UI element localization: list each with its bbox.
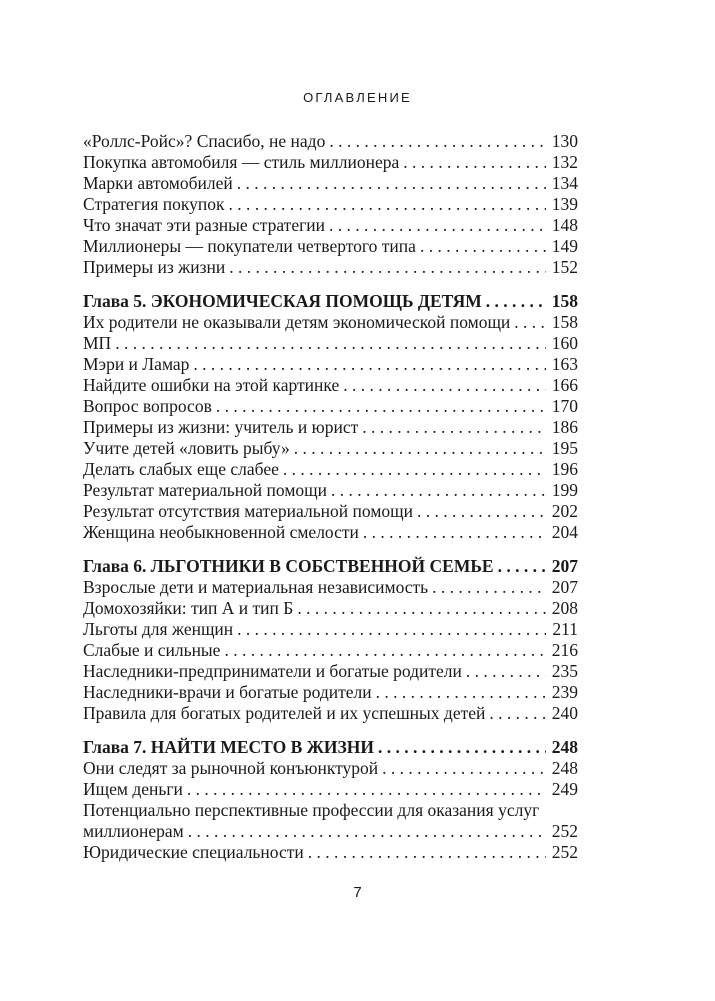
dot-leader [343, 375, 546, 396]
entry-page: 207 [551, 556, 578, 576]
entry-title: Учите детей «ловить рыбу» [83, 438, 290, 458]
entry-title: Домохозяйки: тип А и тип Б [83, 598, 294, 618]
toc-chapter[interactable] [83, 291, 578, 312]
entry-page: 239 [551, 682, 578, 702]
entry-title: Правила для богатых родителей и их успешных детей [83, 703, 486, 723]
entry-title: Вопрос вопросов [83, 396, 212, 416]
toc-entry[interactable] [83, 131, 578, 152]
toc-entry[interactable] [83, 842, 578, 863]
toc-entry[interactable] [83, 438, 578, 459]
dot-leader [115, 333, 546, 354]
dot-leader [403, 152, 546, 173]
dot-leader [224, 640, 545, 661]
entry-title: Глава 7. НАЙТИ МЕСТО В ЖИЗНИ [83, 737, 375, 757]
toc-entry[interactable] [83, 619, 578, 640]
entry-page: 211 [552, 619, 578, 639]
dot-leader [193, 354, 545, 375]
entry-page: 196 [551, 459, 578, 479]
entry-page: 160 [551, 333, 578, 353]
entry-page: 170 [551, 396, 578, 416]
toc-entry[interactable] [83, 333, 578, 354]
entry-title: Стратегия покупок [83, 194, 225, 214]
toc-entry[interactable] [83, 312, 578, 333]
table-of-contents [83, 131, 578, 863]
toc-entry[interactable] [83, 501, 578, 522]
entry-title: Взрослые дети и материальная независимость [83, 577, 429, 597]
toc-entry-continuation[interactable] [83, 821, 578, 842]
entry-page: 139 [551, 194, 578, 214]
entry-title: Примеры из жизни: учитель и юрист [83, 417, 359, 437]
toc-entry[interactable] [83, 779, 578, 800]
entry-page: 158 [551, 291, 578, 311]
entry-page: 149 [551, 236, 578, 256]
toc-entry[interactable] [83, 459, 578, 480]
dot-leader [417, 501, 546, 522]
dot-leader [329, 131, 545, 152]
entry-title: Потенциально перспективные профессии для оказания услуг [83, 800, 540, 820]
dot-leader [432, 577, 546, 598]
dot-leader [229, 257, 546, 278]
entry-page: 252 [551, 842, 578, 862]
entry-page: 202 [551, 501, 578, 521]
dot-leader [486, 291, 546, 312]
entry-title: МП [83, 333, 112, 353]
entry-title: Марки автомобилей [83, 173, 233, 193]
toc-entry[interactable] [83, 173, 578, 194]
entry-page: 248 [551, 737, 578, 757]
toc-entry[interactable] [83, 800, 578, 821]
entry-title: Мэри и Ламар [83, 354, 190, 374]
toc-entry[interactable] [83, 236, 578, 257]
entry-title: Глава 6. ЛЬГОТНИКИ В СОБСТВЕННОЙ СЕМЬЕ [83, 556, 494, 576]
entry-page: 132 [551, 152, 578, 172]
entry-title: Ищем деньги [83, 779, 183, 799]
dot-leader [382, 758, 546, 779]
entry-title: «Роллс-Ройс»? Спасибо, не надо [83, 131, 326, 151]
toc-entry[interactable] [83, 194, 578, 215]
entry-page: 148 [551, 215, 578, 235]
dot-leader [297, 598, 545, 619]
dot-leader [362, 417, 546, 438]
toc-entry[interactable] [83, 577, 578, 598]
dot-leader [294, 438, 546, 459]
entry-page: 207 [551, 577, 578, 597]
entry-page: 166 [551, 375, 578, 395]
entry-page: 216 [551, 640, 578, 660]
toc-entry[interactable] [83, 598, 578, 619]
dot-leader [237, 173, 546, 194]
toc-entry[interactable] [83, 396, 578, 417]
dot-leader [329, 215, 546, 236]
toc-entry[interactable] [83, 257, 578, 278]
dot-leader [363, 522, 546, 543]
toc-entry[interactable] [83, 215, 578, 236]
entry-title: Юридические специальности [83, 842, 304, 862]
entry-title: Что значат эти разные стратегии [83, 215, 326, 235]
dot-leader [376, 682, 546, 703]
dot-leader [216, 396, 546, 417]
entry-title: Покупка автомобиля — стиль миллионера [83, 152, 400, 172]
entry-title: Их родители не оказывали детям экономической помощи [83, 312, 511, 332]
toc-entry[interactable] [83, 152, 578, 173]
dot-leader [498, 556, 546, 577]
toc-entry[interactable] [83, 703, 578, 724]
entry-page: 252 [551, 821, 578, 841]
entry-page: 152 [551, 257, 578, 277]
toc-entry[interactable] [83, 661, 578, 682]
entry-page: 249 [551, 779, 578, 799]
entry-title: Женщина необыкновенной смелости [83, 522, 359, 542]
entry-title: Они следят за рыночной конъюнктурой [83, 758, 379, 778]
entry-page: 163 [551, 354, 578, 374]
entry-title: Наследники-врачи и богатые родители [83, 682, 372, 702]
dot-leader [283, 459, 546, 480]
entry-page: 195 [551, 438, 578, 458]
entry-title: Глава 5. ЭКОНОМИЧЕСКАЯ ПОМОЩЬ ДЕТЯМ [83, 291, 482, 311]
entry-page: 199 [551, 480, 578, 500]
toc-entry[interactable] [83, 480, 578, 501]
entry-page: 204 [551, 522, 578, 542]
entry-page: 130 [551, 131, 578, 151]
dot-leader [188, 821, 546, 842]
entry-page: 235 [551, 661, 578, 681]
section-header: ОГЛАВЛЕНИЕ [303, 90, 412, 105]
entry-title: Примеры из жизни [83, 257, 226, 277]
entry-page: 248 [551, 758, 578, 778]
toc-chapter[interactable] [83, 556, 578, 577]
toc-chapter[interactable] [83, 737, 578, 758]
dot-leader [378, 737, 546, 758]
toc-entry[interactable] [83, 522, 578, 543]
entry-page: 158 [551, 312, 578, 332]
toc-entry[interactable] [83, 682, 578, 703]
entry-title: Льготы для женщин [83, 619, 234, 639]
dot-leader [308, 842, 546, 863]
dot-leader [237, 619, 546, 640]
entry-title: Наследники-предприниматели и богатые родители [83, 661, 462, 681]
toc-entry[interactable] [83, 640, 578, 661]
entry-title: Результат материальной помощи [83, 480, 327, 500]
entry-title-continuation: миллионерам [83, 821, 184, 841]
dot-leader [187, 779, 546, 800]
dot-leader [229, 194, 546, 215]
dot-leader [514, 312, 545, 333]
entry-title: Слабые и сильные [83, 640, 221, 660]
entry-page: 186 [551, 417, 578, 437]
toc-entry[interactable] [83, 354, 578, 375]
entry-page: 134 [551, 173, 578, 193]
dot-leader [331, 480, 546, 501]
dot-leader [466, 661, 546, 682]
entry-title: Найдите ошибки на этой картинке [83, 375, 340, 395]
toc-entry[interactable] [83, 375, 578, 396]
entry-title: Миллионеры — покупатели четвертого типа [83, 236, 416, 256]
entry-title: Делать слабых еще слабее [83, 459, 279, 479]
entry-page: 208 [551, 598, 578, 618]
page-number: 7 [353, 884, 362, 901]
entry-title: Результат отсутствия материальной помощи [83, 501, 413, 521]
toc-entry[interactable] [83, 417, 578, 438]
entry-page: 240 [551, 703, 578, 723]
toc-entry[interactable] [83, 758, 578, 779]
dot-leader [420, 236, 546, 257]
dot-leader [489, 703, 545, 724]
